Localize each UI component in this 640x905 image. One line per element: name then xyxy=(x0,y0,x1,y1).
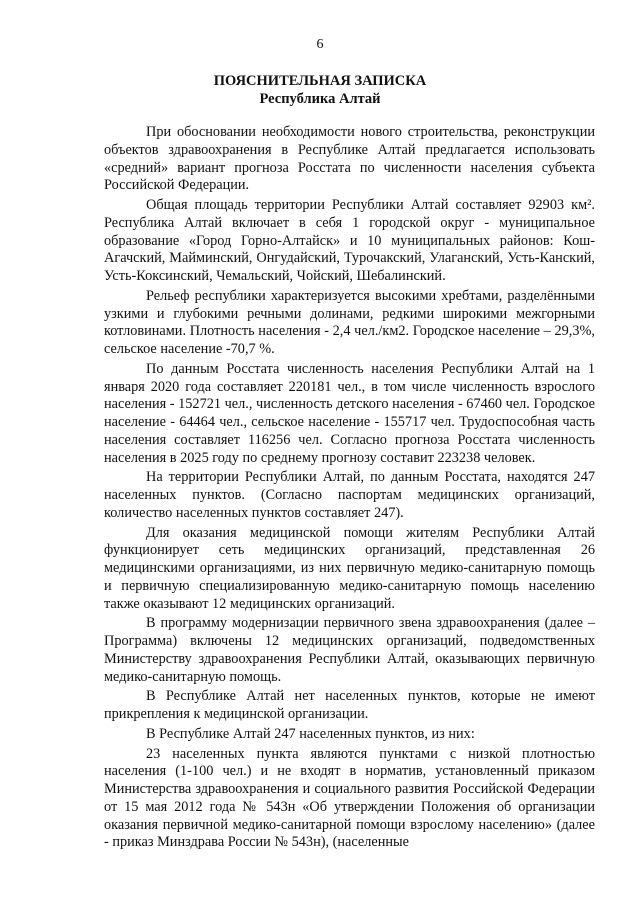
paragraph-attachment: В Республике Алтай нет населенных пунктов, которые не имеют прикрепления к медицинской организации. xyxy=(104,688,595,722)
document-title: ПОЯСНИТЕЛЬНАЯ ЗАПИСКА xyxy=(213,73,427,89)
paragraph-medical-network: Для оказания медицинской помощи жителям Республики Алтай функционирует сеть медицинских организаций, представленная 26 медицинскими организациями, из них первичную медико-санитарную помощь и первичную специализированную медико-санитарную помощь населению также оказывают 12 медицинских организаций. xyxy=(104,524,595,612)
document-body xyxy=(104,124,595,854)
paragraph-settlements-list: В Республике Алтай 247 населенных пунктов, из них: xyxy=(146,725,475,742)
document-subtitle: Республика Алтай xyxy=(259,91,381,107)
page-number: 6 xyxy=(316,37,324,52)
paragraph-low-density: 23 населенных пункта являются пунктами с низкой плотностью населения (1-100 чел.) и не входят в норматив, установленный приказом Министерства здравоохранения и социального развития Российской Федерации от 15 мая 2012 года № 543н «Об утверждении Положения об организации оказания первичной медико-санитарной помощи взрослому населению» (далее - приказ Минздрава России № 543н), (населенные xyxy=(104,745,595,851)
paragraph-program: В программу модернизации первичного звена здравоохранения (далее – Программа) включены 12 медицинских организаций, подведомственных Министерству здравоохранения Республики Алтай, оказывающих первичную медико-санитарную помощь. xyxy=(104,615,595,685)
paragraph-settlements: На территории Республики Алтай, по данным Росстата, находятся 247 населенных пунктов. (Согласно паспортам медицинских организаций, количество населенных пунктов составляет 247). xyxy=(104,469,595,521)
paragraph-justification: При обосновании необходимости нового строительства, реконструкции объектов здравоохранения в Республике Алтай предлагается использовать «средний» вариант прогноза Росстата по численности населения субъекта Российской Федерации. xyxy=(104,124,595,194)
paragraph-population: По данным Росстата численность населения Республики Алтай на 1 января 2020 года составляет 220181 чел., в том числе численность взрослого населения - 152721 чел., численность детского населения - 67460 чел. Городское население - 64464 чел., сельское население - 155717 чел. Трудоспособная часть населения составляет 116256 чел. Согласно прогноза Росстата численность населения в 2025 году по среднему прогнозу составит 223238 человек. xyxy=(104,360,595,466)
paragraph-territory: Общая площадь территории Республики Алтай составляет 92903 км². Республика Алтай включает в себя 1 городской округ - муниципальное образование «Город Горно-Алтайск» и 10 муниципальных районов: Кош-Агачский, Майминский, Онгудайский, Турочакский, Улаганский, Усть-Канский, Усть-Коксинский, Чемальский, Чойский, Шебалинский. xyxy=(104,197,595,284)
paragraph-relief: Рельеф республики характеризуется высокими хребтами, разделёнными узкими и глубокими речными долинами, редкими широкими межгорными котловинами. Плотность населения - 2,4 чел./км2. Городское население – 29,3%, сельское население -70,7 %. xyxy=(104,287,595,357)
